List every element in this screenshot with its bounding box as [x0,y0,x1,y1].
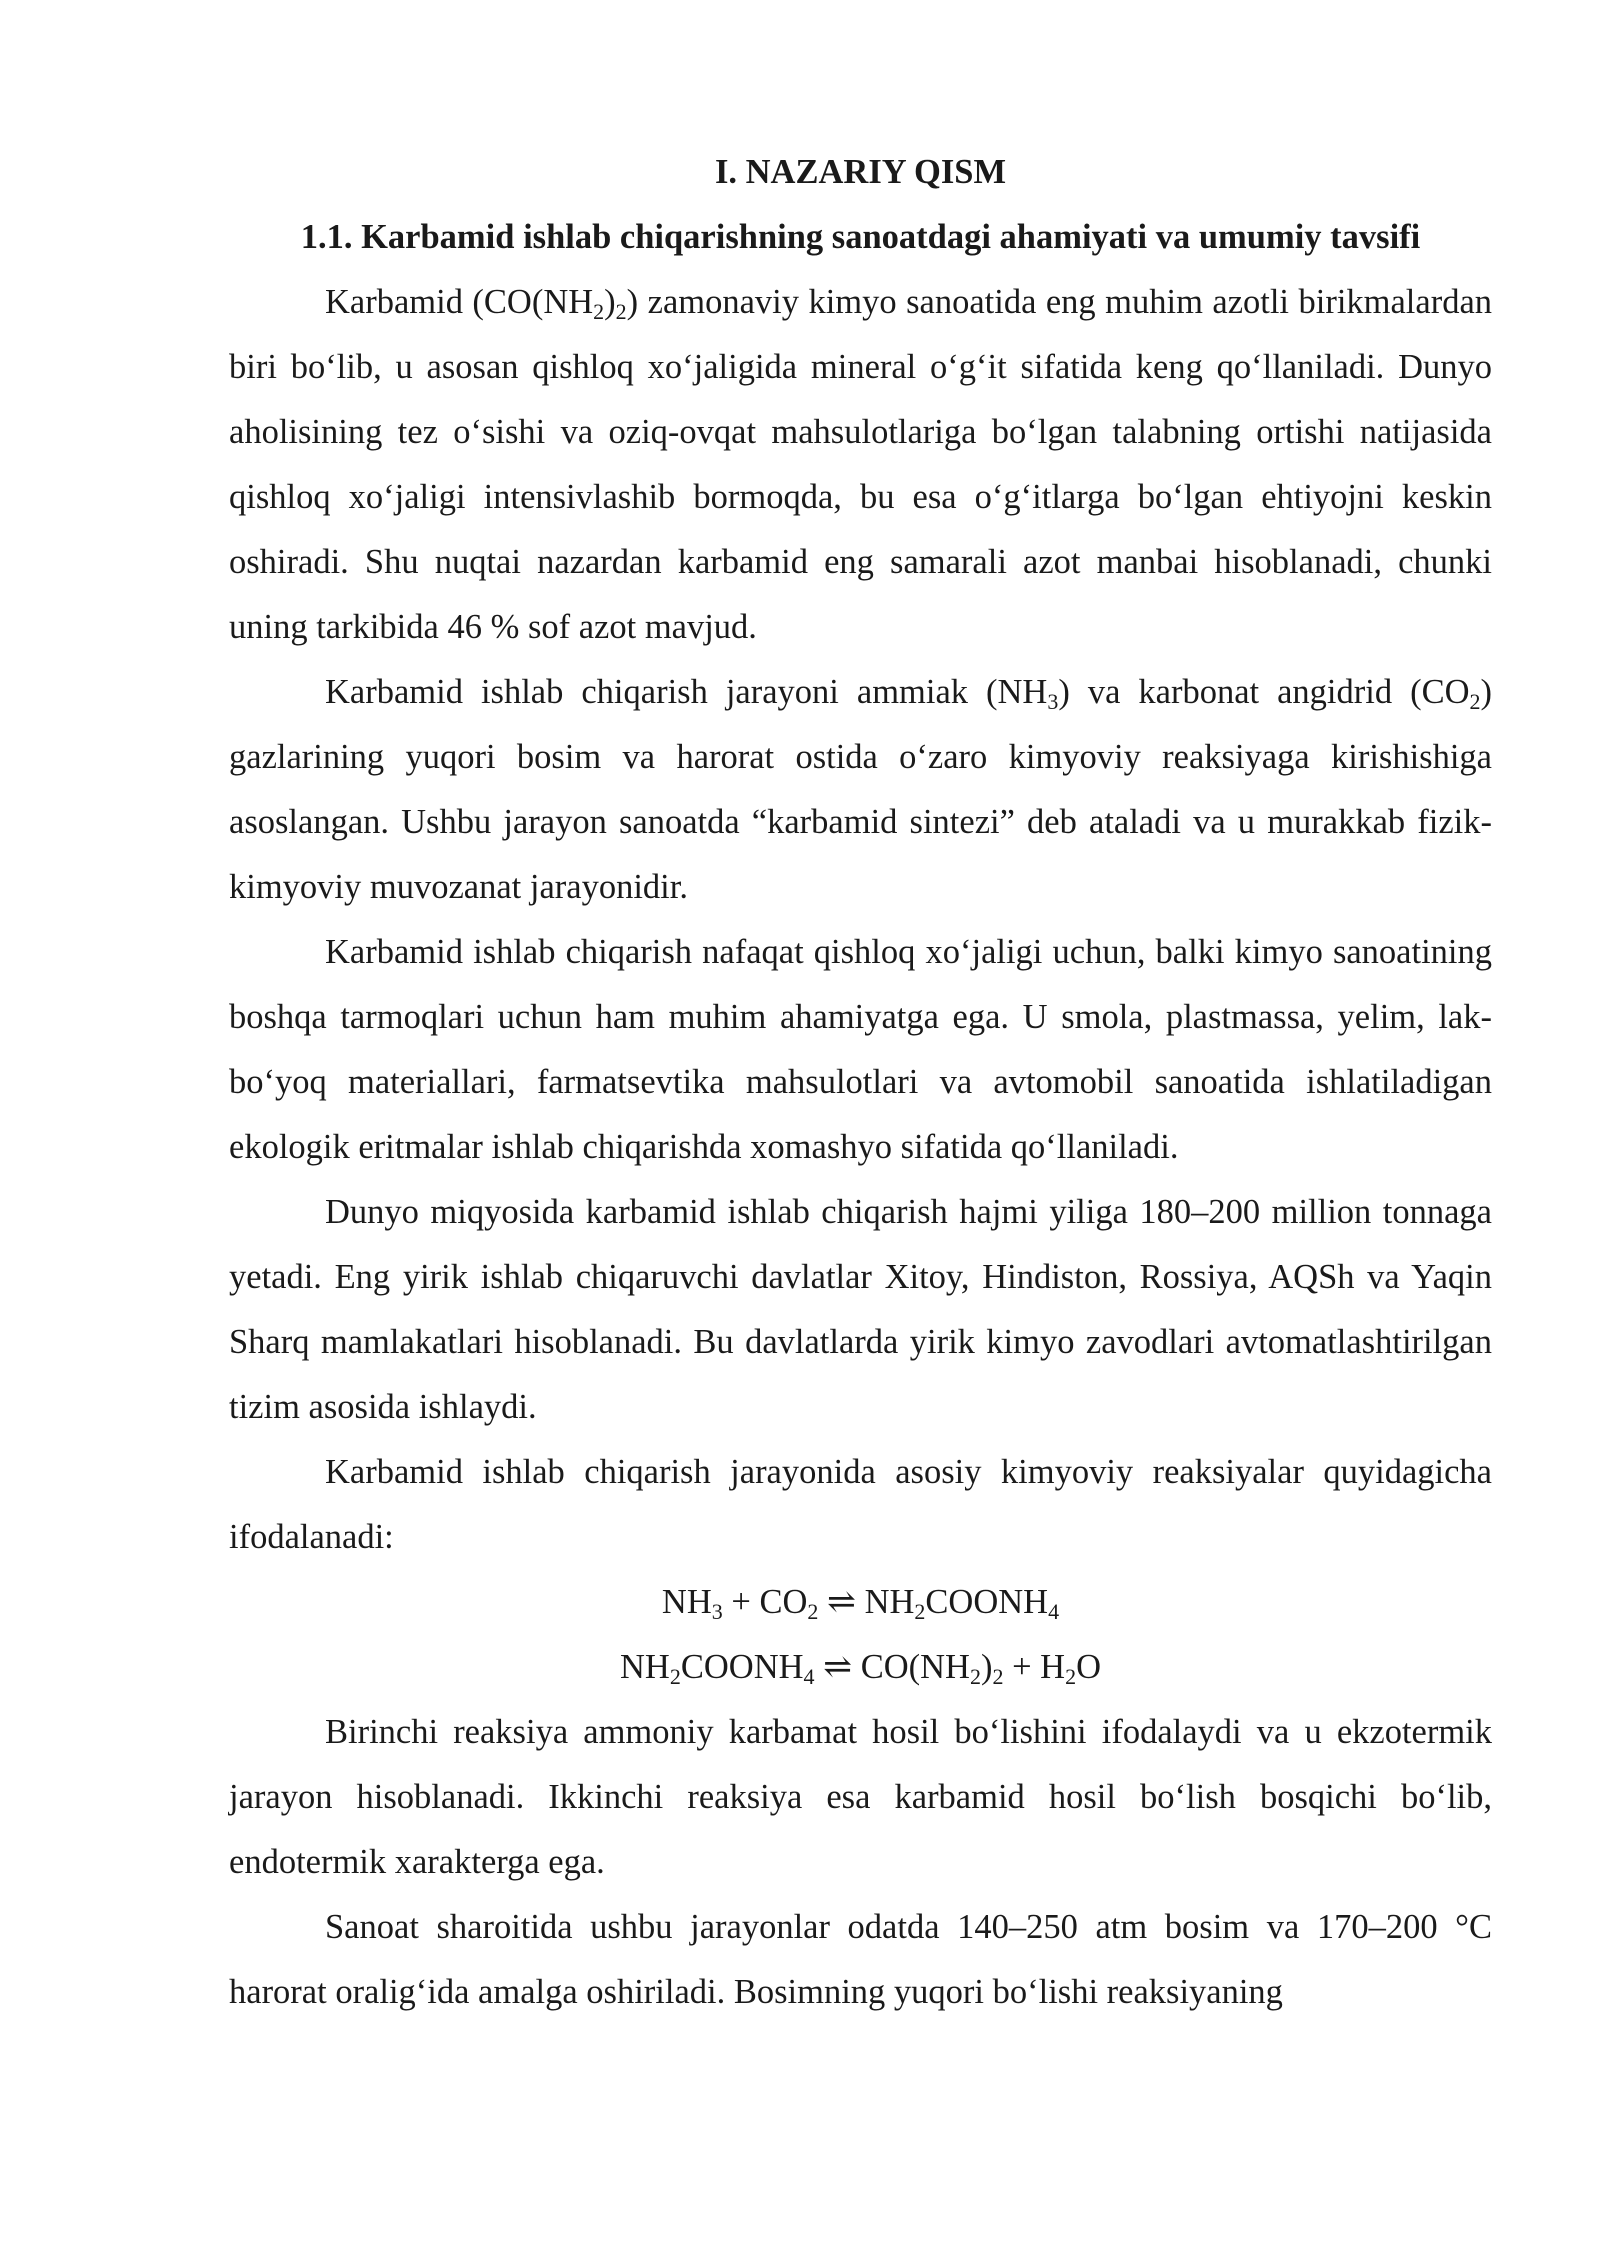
equation-1 [229,1570,1492,1635]
p2-text-a: Karbamid ishlab chiqarish jarayoni ammiak (NH [325,673,1048,711]
p2-text-c: ) gazlarining yuqori bosim va harorat ostida o‘zaro kimyoviy reaksiyaga kirishishiga asoslangan. Ushbu jarayon sanoatda “karbamid sintezi” deb ataladi va u murakkab fizik-kimyoviy muvozanat jarayonidir. [229,673,1493,906]
eq2-s5: 2 [1065,1664,1077,1689]
eq1-t4: COONH [925,1583,1049,1621]
p2-sub-1: 3 [1047,689,1059,714]
section-title: I. NAZARIY QISM [714,153,1007,191]
eq2-s1: 2 [669,1664,681,1689]
p1-text-a: Karbamid (CO(NH [325,283,594,321]
paragraph-6: Birinchi reaksiya ammoniy karbamat hosil bo‘lishini ifodalaydi va u ekzotermik jarayon hisoblanadi. Ikkinchi reaksiya esa karbamid hosil bo‘lish bosqichi bo‘lib, endotermik xarakterga ega. [229,1713,1492,1881]
p1-text-c: ) zamonaviy kimyo sanoatida eng muhim azotli birikmalardan biri bo‘lib, u asosan qishloq xo‘jaligida mineral o‘g‘it sifatida keng qo‘llaniladi. Dunyo aholisining tez o‘sishi va oziq-ovqat mahsulotlariga bo‘lgan talabning ortishi natijasida qishloq xo‘jaligi intensivlashib bormoqda, bu esa o‘g‘itlarga bo‘lgan ehtiyojni keskin oshiradi. Shu nuqtai nazardan karbamid eng samarali azot manbai hisoblanadi, chunki uning tarkibida 46 % sof azot mavjud. [229,283,1493,646]
document-page [229,140,1492,2025]
paragraph-1 [229,270,1492,660]
eq2-t3: ⇌ CO(NH [814,1648,970,1686]
eq1-s1: 3 [711,1599,723,1624]
eq1-s4: 4 [1048,1599,1060,1624]
eq1-t3: ⇌ NH [818,1583,915,1621]
subsection-title: 1.1. Karbamid ishlab chiqarishning sanoatdagi ahamiyati va umumiy tavsifi [300,218,1421,256]
eq2-t5: + H [1003,1648,1066,1686]
eq1-s2: 2 [807,1599,819,1624]
eq2-t2: COONH [680,1648,804,1686]
paragraph-4: Dunyo miqyosida karbamid ishlab chiqarish hajmi yiliga 180–200 million tonnaga yetadi. Eng yirik ishlab chiqaruvchi davlatlar Xitoy, Hindiston, Rossiya, AQSh va Yaqin Sharq mamlakatlari hisoblanadi. Bu davlatlarda yirik kimyo zavodlari avtomatlashtirilgan tizim asosida ishlaydi. [229,1193,1492,1426]
eq2-s2: 4 [803,1664,815,1689]
p1-sub-2: 2 [615,299,627,324]
p2-text-b: ) va karbonat angidrid (CO [1058,673,1470,711]
equation-2 [229,1635,1492,1700]
p2-sub-2: 2 [1469,689,1481,714]
p1-sub-1: 2 [593,299,605,324]
eq2-s3: 2 [969,1664,981,1689]
eq2-t1: NH [620,1648,670,1686]
eq1-s3: 2 [914,1599,926,1624]
paragraph-2 [229,660,1492,920]
p1-text-b: ) [604,283,616,321]
eq1-t2: + CO [722,1583,808,1621]
paragraph-5: Karbamid ishlab chiqarish jarayonida asosiy kimyoviy reaksiyalar quyidagicha ifodalanadi: [229,1453,1492,1556]
paragraph-7: Sanoat sharoitida ushbu jarayonlar odatda 140–250 atm bosim va 170–200 °C harorat oralig‘ida amalga oshiriladi. Bosimning yuqori bo‘lishi reaksiyaning [229,1908,1492,2011]
eq2-t4: ) [980,1648,993,1686]
eq2-s4: 2 [992,1664,1004,1689]
paragraph-3: Karbamid ishlab chiqarish nafaqat qishloq xo‘jaligi uchun, balki kimyo sanoatining boshqa tarmoqlari uchun ham muhim ahamiyatga ega. U smola, plastmassa, yelim, lak-bo‘yoq materiallari, farmatsevtika mahsulotlari va avtomobil sanoatida ishlatiladigan ekologik eritmalar ishlab chiqarishda xomashyo sifatida qo‘llaniladi. [229,933,1492,1166]
eq1-t1: NH [661,1583,712,1621]
eq2-t6: O [1076,1648,1101,1686]
